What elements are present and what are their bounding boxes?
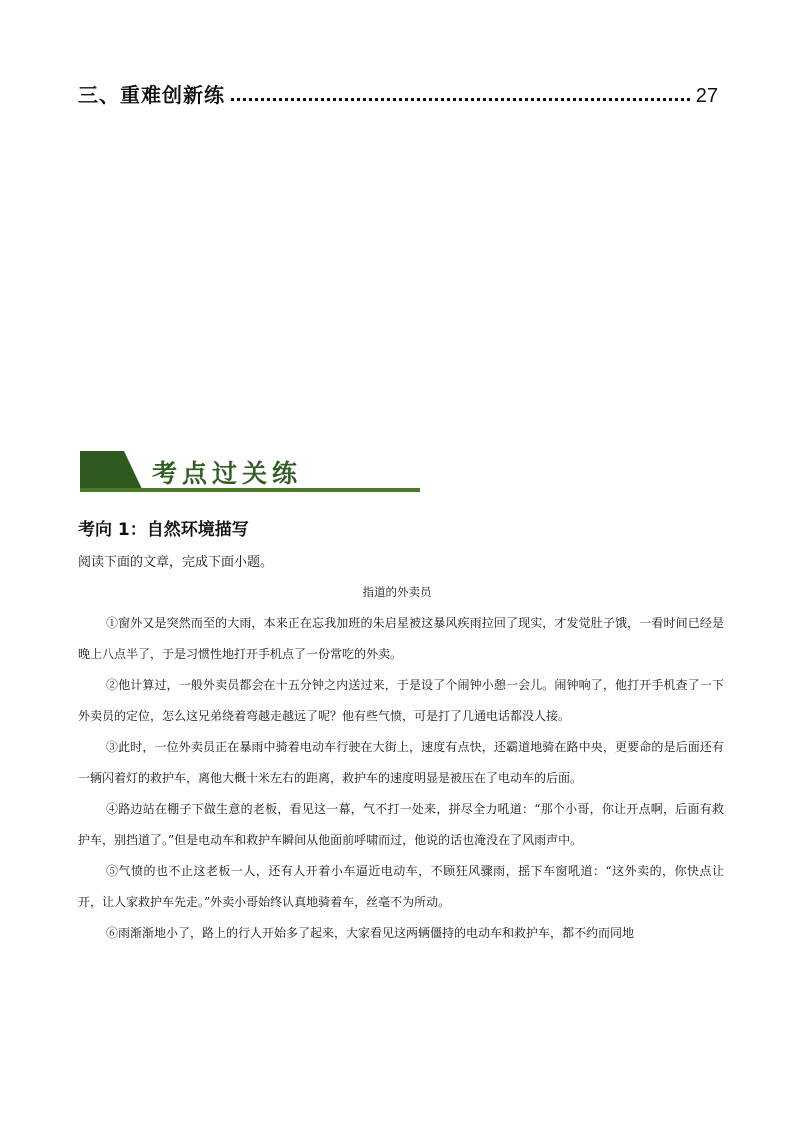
article-paragraph: ②他计算过，一般外卖员都会在十五分钟之内送过来，于是设了个闹钟小憩一会儿。闹钟响了，他打开手机查了一下外卖员的定位，怎么这兄弟绕着弯越走越远了呢？他有些气愤，可是打了几通电话都没人接。 [78, 678, 724, 723]
article-paragraph: ④路边站在棚子下做生意的老板，看见这一幕，气不打一处来，拼尽全力吼道：“那个小哥，你让开点啊，后面有救护车，别挡道了。”但是电动车和救护车瞬间从他面前呼啸而过，他说的话也淹没在了风雨声中。 [78, 802, 724, 847]
article-paragraph: ⑥雨渐渐地小了，路上的行人开始多了起来，大家看见这两辆僵持的电动车和救护车，都不约而同地 [106, 926, 635, 940]
banner-title: 考点过关练 [152, 459, 303, 488]
article-paragraph: ③此时，一位外卖员正在暴雨中骑着电动车行驶在大街上，速度有点快，还霸道地骑在路中央，更要命的是后面还有一辆闪着灯的救护车，离他大概十米左右的距离，救护车的速度明显是被压在了电动车的后面。 [78, 740, 724, 785]
article-paragraph: ①窗外又是突然而至的大雨，本来正在忘我加班的朱启星被这暴风疾雨拉回了现实，才发觉肚子饿，一看时间已经是晚上八点半了，于是习惯性地打开手机点了一份常吃的外卖。 [78, 616, 724, 661]
toc-dot-leader [231, 97, 690, 101]
article-title: 指道的外卖员 [362, 585, 432, 599]
banner-tab-shape [80, 451, 142, 489]
toc-entry-page: 27 [695, 85, 718, 107]
section-heading: 考向 1：自然环境描写 [78, 520, 249, 540]
article-body [78, 608, 724, 949]
toc-entry[interactable] [78, 78, 718, 108]
toc-entry-title: 三、重难创新练 [78, 83, 225, 107]
article-paragraph: ⑤气愤的也不止这老板一人，还有人开着小车逼近电动车，不顾狂风骤雨，摇下车窗吼道：“这外卖的，你快点让开，让人家救护车先走。”外卖小哥始终认真地骑着车，丝毫不为所动。 [78, 864, 724, 909]
instruction-text: 阅读下面的文章，完成下面小题。 [78, 555, 274, 570]
section-banner [80, 451, 420, 493]
banner-underline [80, 488, 420, 492]
